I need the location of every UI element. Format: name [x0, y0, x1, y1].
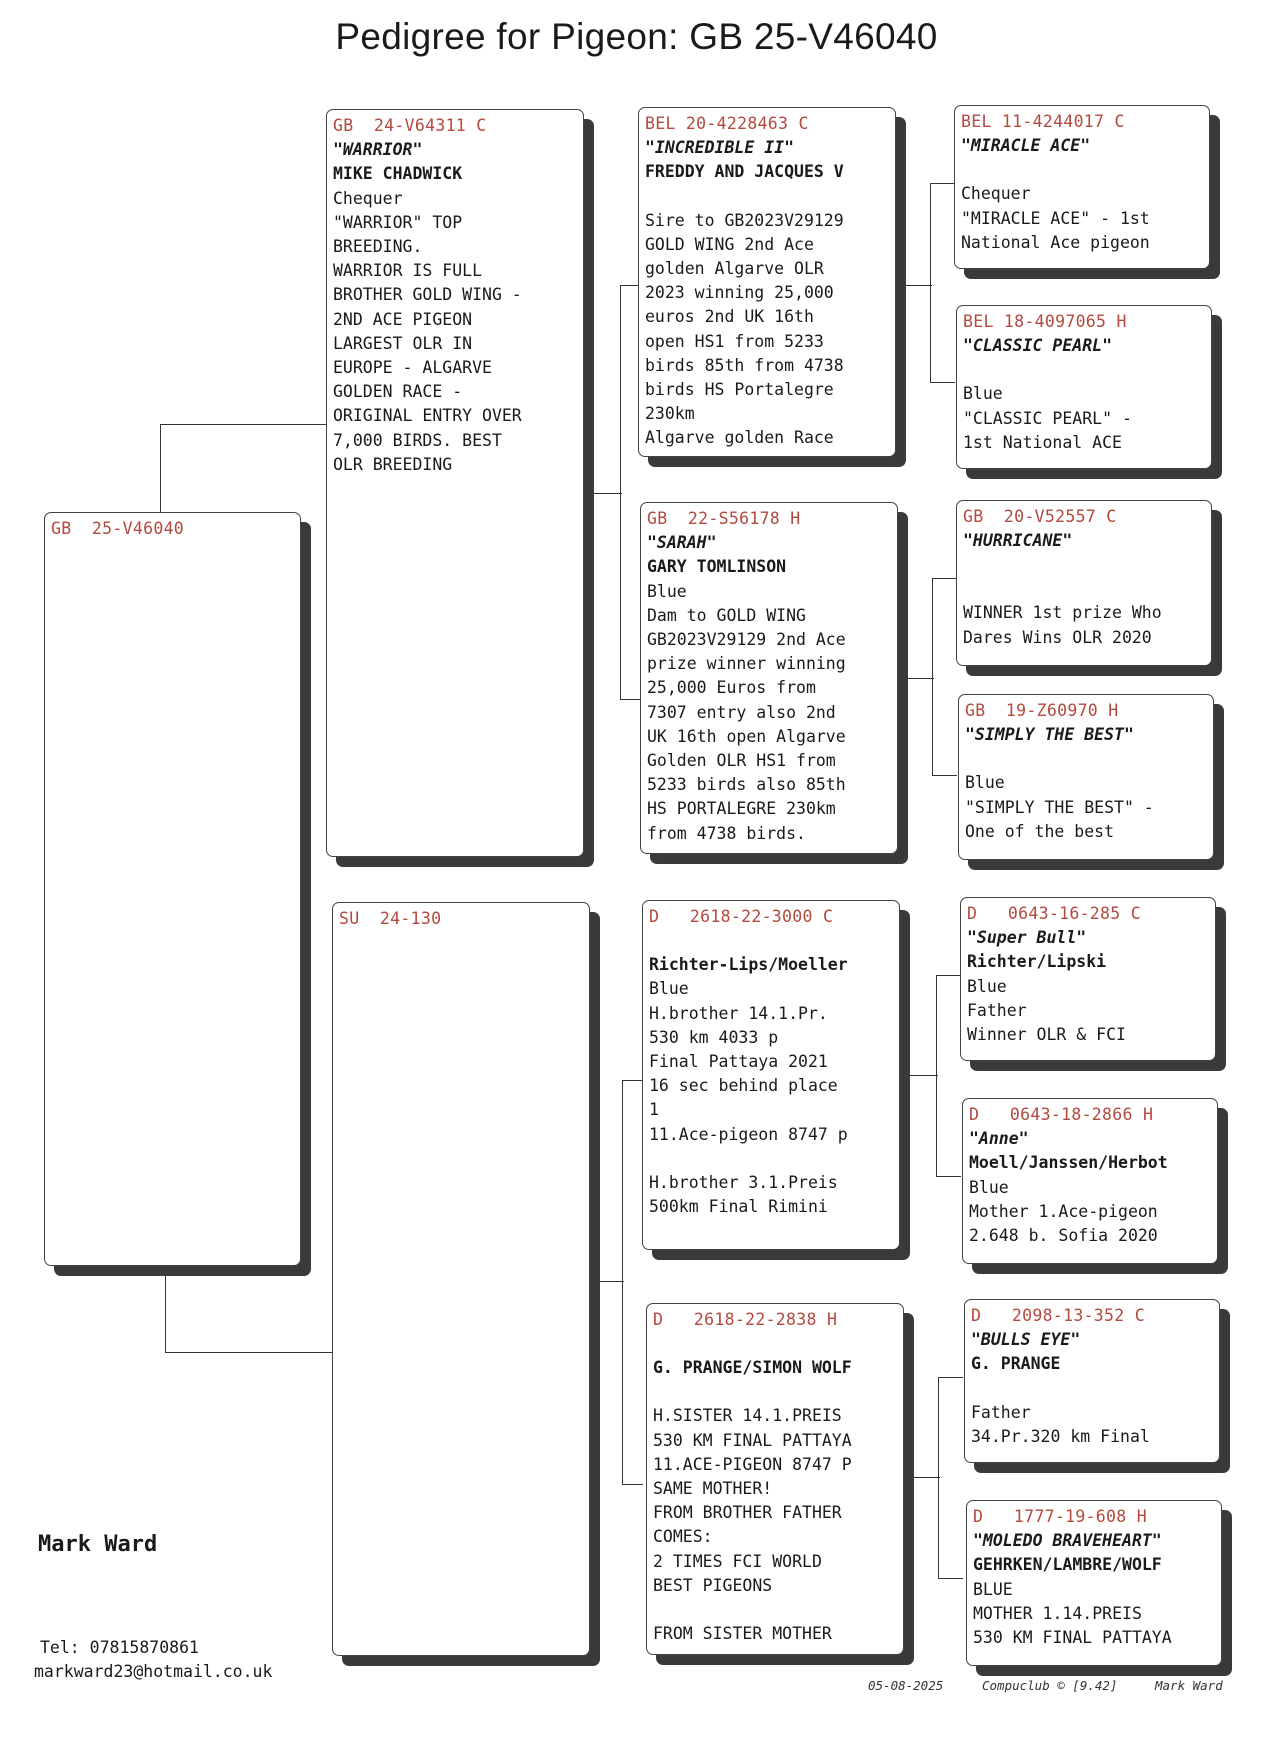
sss-card	[954, 105, 1210, 269]
pigeon-name: "HURRICANE"	[963, 531, 1073, 551]
connector-sire-parents	[582, 493, 622, 495]
pigeon-name: "MIRACLE ACE"	[961, 136, 1091, 156]
info-line	[645, 185, 889, 209]
sds-card	[956, 500, 1212, 666]
info-line: Dam to GOLD WING	[647, 605, 806, 625]
pigeon-name: "Super Bull"	[967, 928, 1087, 948]
info-line: FROM BROTHER FATHER	[653, 1503, 842, 1523]
info-line: 230km	[645, 404, 695, 424]
info-line: BREEDING.	[333, 237, 423, 257]
info-line: Blue	[647, 581, 687, 601]
info-line: 16 sec behind place	[649, 1076, 838, 1096]
connector-dam-bracket	[622, 1080, 643, 1485]
ring-number: SU 24-130	[339, 909, 442, 928]
pigeon-name: "INCREDIBLE II"	[645, 138, 795, 158]
info-line	[971, 1377, 1213, 1401]
connector-dd-bracket	[938, 1377, 963, 1579]
ddd-card	[966, 1500, 1222, 1666]
connector-ds-bracket	[936, 975, 961, 1177]
info-line: BEST PIGEONS	[653, 1575, 773, 1595]
info-line: Blue	[963, 384, 1003, 404]
ring-number: GB 20-V52557 C	[963, 507, 1117, 526]
ring-number: GB 19-Z60970 H	[965, 701, 1119, 720]
dsd-card	[962, 1098, 1218, 1264]
info-line: Winner OLR & FCI	[967, 1025, 1126, 1045]
info-line: H.brother 3.1.Preis	[649, 1172, 838, 1192]
info-line: Blue	[967, 976, 1007, 996]
info-line: 530 KM FINAL PATTAYA	[973, 1628, 1172, 1648]
info-line: birds 85th from 4738	[645, 355, 844, 375]
info-line: WARRIOR IS FULL	[333, 261, 483, 281]
info-line: Dares Wins OLR 2020	[963, 627, 1152, 647]
info-line: GOLD WING 2nd Ace	[645, 234, 814, 254]
print-date: 05-08-2025	[868, 1678, 944, 1693]
info-line: WINNER 1st prize Who	[963, 603, 1162, 623]
info-line	[649, 1147, 893, 1171]
info-line: BROTHER GOLD WING -	[333, 285, 522, 305]
connector-ss-parents	[902, 285, 932, 287]
info-line: National Ace pigeon	[961, 232, 1150, 252]
dds-card	[964, 1299, 1220, 1463]
ring-number: D 0643-18-2866 H	[969, 1105, 1154, 1124]
info-line: 7307 entry also 2nd	[647, 702, 836, 722]
breeder-name: GARY TOMLINSON	[647, 557, 787, 577]
info-line: EUROPE - ALGARVE	[333, 358, 492, 378]
info-line: 2ND ACE PIGEON	[333, 309, 473, 329]
ring-number: D 2618-22-2838 H	[653, 1310, 838, 1329]
pigeon-name: "SARAH"	[647, 533, 717, 553]
breeder-name	[963, 358, 1205, 382]
sire-dam-card	[640, 502, 898, 854]
breeder-name: Richter-Lips/Moeller	[649, 955, 848, 975]
dss-card	[960, 897, 1216, 1061]
stamp-author: Mark Ward	[1155, 1678, 1223, 1693]
info-line: 11.ACE-PIGEON 8747 P	[653, 1454, 852, 1474]
info-line: "MIRACLE ACE" - 1st	[961, 208, 1150, 228]
info-line	[653, 1380, 897, 1404]
breeder-name: Moell/Janssen/Herbot	[969, 1153, 1168, 1173]
pigeon-name: "SIMPLY THE BEST"	[965, 725, 1134, 745]
ring-number: GB 25-V46040	[51, 519, 185, 538]
info-line: "WARRIOR" TOP	[333, 212, 463, 232]
breeder-name: FREDDY AND JACQUES V	[645, 162, 844, 182]
pigeon-name	[649, 929, 893, 953]
breeder-name: MIKE CHADWICK	[333, 164, 463, 184]
pigeon-name: "BULLS EYE"	[971, 1330, 1081, 1350]
pigeon-name	[653, 1332, 897, 1356]
connector-dam-parents	[592, 1281, 624, 1283]
owner-telephone: Tel: 07815870861	[40, 1638, 199, 1657]
ring-number: GB 22-S56178 H	[647, 509, 801, 528]
info-line: "SIMPLY THE BEST" -	[965, 797, 1154, 817]
info-line: 1	[649, 1100, 659, 1120]
info-line: Final Pattaya 2021	[649, 1052, 828, 1072]
owner-email: markward23@hotmail.co.uk	[34, 1662, 273, 1681]
ring-number: BEL 11-4244017 C	[961, 112, 1125, 131]
info-line: H.SISTER 14.1.PREIS	[653, 1406, 842, 1426]
page-title: Pedigree for Pigeon: GB 25-V46040	[335, 16, 938, 57]
info-line: HS PORTALEGRE 230km	[647, 799, 836, 819]
info-line: H.brother 14.1.Pr.	[649, 1003, 828, 1023]
info-line: Father	[967, 1000, 1027, 1020]
info-line: Blue	[649, 979, 689, 999]
info-line: 25,000 Euros from	[647, 678, 816, 698]
sire-sire-card	[638, 107, 896, 457]
connector-subject-sire	[160, 424, 328, 515]
breeder-name	[961, 158, 1203, 182]
info-line: FROM SISTER MOTHER	[653, 1624, 832, 1644]
info-line: Mother 1.Ace-pigeon	[969, 1201, 1158, 1221]
info-line: prize winner winning	[647, 654, 846, 674]
connector-dd-parents	[910, 1477, 940, 1479]
breeder-name: Richter/Lipski	[967, 952, 1107, 972]
ring-number: BEL 18-4097065 H	[963, 312, 1127, 331]
info-line: 7,000 BIRDS. BEST	[333, 430, 502, 450]
info-line: GOLDEN RACE -	[333, 382, 463, 402]
info-line: LARGEST OLR IN	[333, 333, 473, 353]
breeder-name: GEHRKEN/LAMBRE/WOLF	[973, 1555, 1162, 1575]
info-line: euros 2nd UK 16th	[645, 307, 814, 327]
info-line: Chequer	[333, 188, 403, 208]
info-line: Blue	[969, 1177, 1009, 1197]
info-line: GB2023V29129 2nd Ace	[647, 630, 846, 650]
breeder-name: G. PRANGE	[971, 1354, 1061, 1374]
info-line: Sire to GB2023V29129	[645, 210, 844, 230]
info-line: golden Algarve OLR	[645, 259, 824, 279]
breeder-name	[963, 553, 1205, 577]
ring-number: BEL 20-4228463 C	[645, 114, 809, 133]
dam-dam-card	[646, 1303, 904, 1655]
info-line: UK 16th open Algarve	[647, 726, 846, 746]
info-line	[653, 1598, 897, 1622]
pigeon-name: "WARRIOR"	[333, 140, 423, 160]
software-credit: Compuclub © [9.42]	[982, 1678, 1118, 1693]
info-line: SAME MOTHER!	[653, 1479, 773, 1499]
info-line: OLR BREEDING	[333, 454, 453, 474]
dam-sire-card	[642, 900, 900, 1250]
info-line: Algarve golden Race	[645, 428, 834, 448]
pigeon-name: "CLASSIC PEARL"	[963, 336, 1113, 356]
info-line: 1st National ACE	[963, 432, 1122, 452]
info-line: 34.Pr.320 km Final	[971, 1426, 1150, 1446]
info-line: 500km Final Rimini	[649, 1197, 828, 1217]
info-line: 2023 winning 25,000	[645, 283, 834, 303]
sire-card	[326, 109, 584, 857]
pigeon-name: "Anne"	[969, 1129, 1029, 1149]
info-line: open HS1 from 5233	[645, 331, 824, 351]
connector-ds-parents	[906, 1075, 938, 1077]
info-line: 2.648 b. Sofia 2020	[969, 1226, 1158, 1246]
info-line: COMES:	[653, 1527, 713, 1547]
sdd-card	[958, 694, 1214, 860]
connector-sd-bracket	[932, 578, 957, 776]
info-line: 2 TIMES FCI WORLD	[653, 1551, 822, 1571]
ring-number: GB 24-V64311 C	[333, 116, 487, 135]
info-line: 5233 birds also 85th	[647, 775, 846, 795]
info-line: BLUE	[973, 1579, 1013, 1599]
info-line: ORIGINAL ENTRY OVER	[333, 406, 522, 426]
info-line: "CLASSIC PEARL" -	[963, 408, 1132, 428]
ring-number: D 2618-22-3000 C	[649, 907, 834, 926]
breeder-name: G. PRANGE/SIMON WOLF	[653, 1358, 852, 1378]
info-line: 530 km 4033 p	[649, 1027, 779, 1047]
info-line: Chequer	[961, 184, 1031, 204]
connector-ss-bracket	[930, 183, 955, 383]
connector-subject-dam	[165, 1272, 333, 1353]
info-line: 530 KM FINAL PATTAYA	[653, 1430, 852, 1450]
info-line: One of the best	[965, 821, 1115, 841]
info-line: Golden OLR HS1 from	[647, 751, 836, 771]
dam-card	[332, 902, 590, 1656]
info-line: birds HS Portalegre	[645, 380, 834, 400]
ring-number: D 2098-13-352 C	[971, 1306, 1145, 1325]
connector-sd-parents	[904, 678, 934, 680]
info-line: 11.Ace-pigeon 8747 p	[649, 1124, 848, 1144]
breeder-name	[965, 747, 1207, 771]
ssd-card	[956, 305, 1212, 469]
ring-number: D 0643-16-285 C	[967, 904, 1141, 923]
info-line: MOTHER 1.14.PREIS	[973, 1603, 1142, 1623]
info-line	[963, 577, 1205, 601]
info-line: Father	[971, 1402, 1031, 1422]
owner-name: Mark Ward	[38, 1532, 158, 1557]
ring-number: D 1777-19-608 H	[973, 1507, 1147, 1526]
info-line: Blue	[965, 773, 1005, 793]
subject-card	[44, 512, 301, 1266]
pigeon-name: "MOLEDO BRAVEHEART"	[973, 1531, 1162, 1551]
info-line: from 4738 birds.	[647, 823, 806, 843]
